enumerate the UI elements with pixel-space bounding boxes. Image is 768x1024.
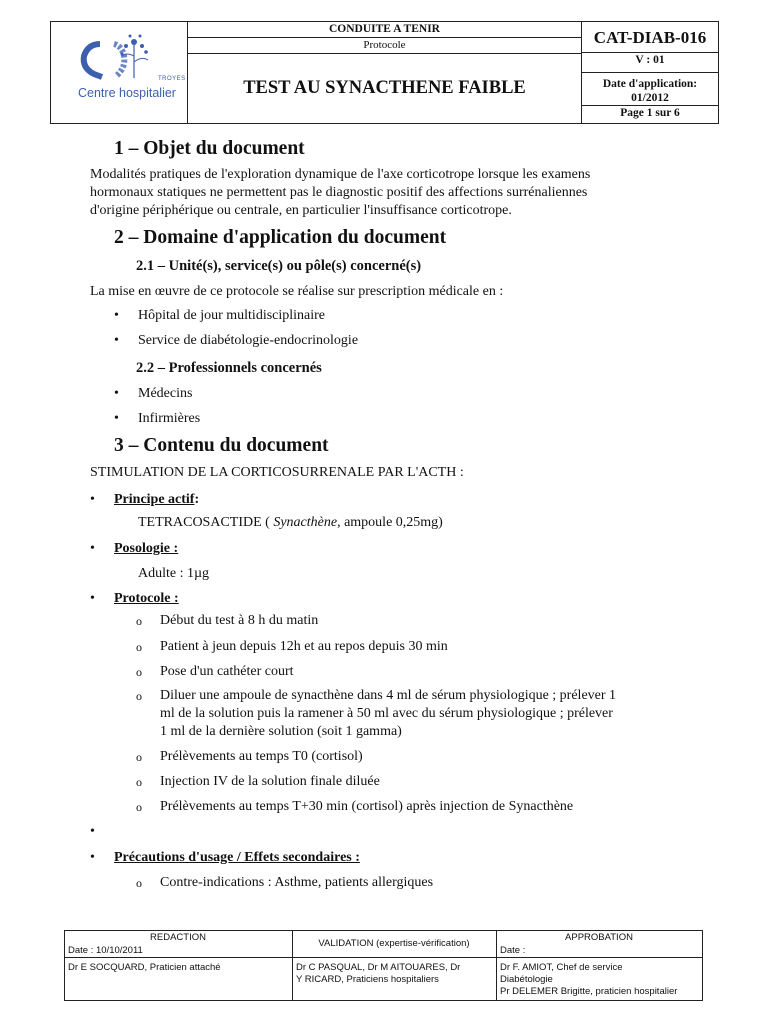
protocole-step: 1 ml de la dernière solution (soit 1 gamma) [160,724,402,739]
section-3-title: 3 – Contenu du document [114,435,329,456]
redaction-name: Dr E SOCQUARD, Praticien attaché [68,962,221,973]
section-2-2-title: 2.2 – Professionnels concernés [136,360,322,376]
protocole-label: Protocole : [114,591,179,606]
circle-bullet: o [136,800,142,814]
bullet: • [114,308,119,323]
protocole-step: Début du test à 8 h du matin [160,613,319,628]
circle-bullet: o [136,876,142,890]
circle-bullet: o [136,775,142,789]
section-1-line-2: hormonaux statiques ne permettent pas le diagnostic positif des affections surrénaliennes [90,185,588,200]
hospital-logo-icon [52,22,186,122]
document-version: V : 01 [635,54,665,66]
posologie-label: Posologie : [114,541,179,556]
protocole-step: Diluer une ampoule de synacthène dans 4 ml de sérum physiologique ; prélever 1 [160,688,617,703]
precautions-label: Précautions d'usage / Effets secondaires : [114,850,360,865]
principe-heading [114,492,199,508]
protocole-step: ml de la solution puis la ramener à 50 ml avec du sérum physiologique ; prélever [160,706,613,721]
validation-label: VALIDATION (expertise-vérification) [318,938,470,949]
bullet: • [114,386,119,401]
approbation-name-2: Diabétologie [500,974,553,985]
protocole-heading [114,591,179,607]
posologie-heading [114,541,178,557]
precautions-heading [114,850,360,866]
precaution-item: Contre-indications : Asthme, patients allergiques [160,875,434,890]
principe-colon: : [194,492,200,507]
protocole-step: Prélèvements au temps T0 (cortisol) [160,749,363,764]
bullet: • [114,333,119,348]
list-item: Médecins [138,386,193,401]
section-1-line-3: d'origine périphérique ou centrale, en particulier l'insuffisance corticotrope. [90,203,512,218]
circle-bullet: o [136,614,142,628]
hospital-logo [52,22,186,122]
principe-value-c: , ampoule 0,25mg) [337,515,443,530]
section-2-1-title: 2.1 – Unité(s), service(s) ou pôle(s) concerné(s) [136,258,422,274]
list-item: Service de diabétologie-endocrinologie [138,333,359,348]
bullet: • [114,411,119,426]
protocole-step: Prélèvements au temps T+30 min (cortisol) après injection de Synacthène [160,799,574,814]
principe-value-b: Synacthène [273,515,338,530]
circle-bullet: o [136,689,142,703]
protocole-step: Patient à jeun depuis 12h et au repos depuis 30 min [160,639,448,654]
approbation-date: Date : [500,945,526,956]
bullet: • [90,850,95,865]
document-title: TEST AU SYNACTHENE FAIBLE [243,78,526,98]
bullet: • [90,492,95,507]
redaction-date: Date : 10/10/2011 [68,945,143,956]
section-1-line-1: Modalités pratiques de l'exploration dynamique de l'axe corticotrope lorsque les examens [90,167,591,182]
logo-text: Centre hospitalier [78,86,176,100]
section-2-1-intro: La mise en œuvre de ce protocole se réalise sur prescription médicale en : [90,284,504,299]
principe-label: Principe actif [114,492,195,507]
page-number: Page 1 sur 6 [620,107,680,119]
circle-bullet: o [136,665,142,679]
approbation-name-1: Dr F. AMIOT, Chef de service [500,962,623,973]
validation-name-2: Y RICARD, Praticiens hospitaliers [296,974,439,985]
section-1-title: 1 – Objet du document [114,138,305,159]
approbation-label: APPROBATION [565,932,633,943]
application-date-value: 01/2012 [631,92,669,104]
circle-bullet: o [136,640,142,654]
section-2-title: 2 – Domaine d'application du document [114,227,447,248]
section-3-intro: STIMULATION DE LA CORTICOSURRENALE PAR L'ACTH : [90,465,464,480]
document-code: CAT-DIAB-016 [593,28,707,47]
validation-name-1: Dr C PASQUAL, Dr M AITOUARES, Dr [296,962,461,973]
protocole-step: Injection IV de la solution finale diluée [160,774,380,789]
document-subtype: Protocole [363,39,406,51]
redaction-label: REDACTION [150,932,206,943]
bullet: • [90,541,95,556]
logo-city: TROYES [158,76,186,82]
list-item: Infirmières [138,411,201,426]
protocole-step: Pose d'un cathéter court [160,664,294,679]
circle-bullet: o [136,750,142,764]
list-item: Hôpital de jour multidisciplinaire [138,308,326,323]
posologie-value: Adulte : 1µg [138,566,210,581]
application-date-label: Date d'application: [602,78,698,90]
bullet: • [90,824,95,839]
principe-value-a: TETRACOSACTIDE ( [138,515,270,530]
bullet: • [90,591,95,606]
document-type: CONDUITE A TENIR [329,23,440,35]
application-date [582,77,718,105]
principe-value [138,515,443,531]
approbation-name-3: Pr DELEMER Brigitte, praticien hospitalier [500,986,678,997]
